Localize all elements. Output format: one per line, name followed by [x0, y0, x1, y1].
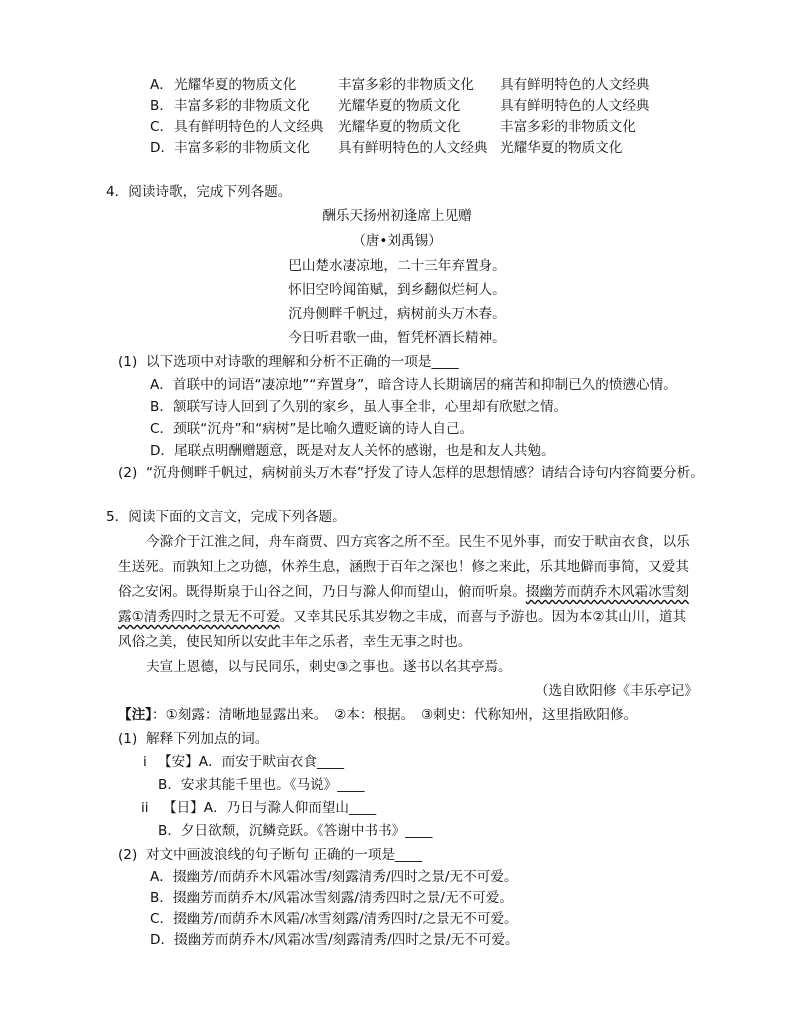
q3-option-b-col1: 丰富多彩的非物质文化 — [174, 98, 310, 114]
wavy-underlined-sentence-part-1: 掇幽芳而荫乔木风霜冰雪刻 — [525, 584, 689, 600]
poem-line-3: 沉舟侧畔千帆过，病树前头万木春。 — [288, 306, 506, 322]
q5-sub1-item-ii-a: 【日】A．乃日与滁人仰而望山____ — [163, 800, 377, 816]
passage-line-3 — [118, 582, 689, 602]
passage-line-4 — [118, 607, 686, 627]
q4-sub1-prompt: 以下选项中对诗歌的理解和分析不正确的一项是____ — [146, 354, 459, 370]
q5-sub2-prompt: 对文中画波浪线的句子断句 正确的一项是____ — [146, 847, 423, 863]
q5-sub1-item-ii-number: ii — [141, 800, 149, 816]
q5-sub2-option-c: C．掇幽芳/而荫乔木风霜/冰雪刻露/清秀四时/之景无不可爱。 — [150, 911, 518, 927]
poem-line-1: 巴山楚水凄凉地，二十三年弃置身。 — [288, 258, 506, 274]
q3-option-b-col2: 光耀华夏的物质文化 — [338, 98, 461, 114]
q4-sub2-number: (2) — [118, 465, 138, 481]
q5-heading: 5．阅读下面的文言文，完成下列各题。 — [106, 509, 346, 525]
q5-sub2-option-a: A．掇幽芳/而荫乔木风霜冰雪/刻露清秀/四时之景/无不可爱。 — [150, 869, 518, 885]
q4-sub1-option-b: B．颔联写诗人回到了久别的家乡，虽人事全非，心里却有欣慰之情。 — [150, 399, 568, 415]
q3-option-a-col2: 丰富多彩的非物质文化 — [338, 77, 474, 93]
poem-author: （唐•刘禹锡） — [352, 233, 442, 249]
passage-paragraph-2: 夫宣上恩德，以与民同乐，刺史③之事也。遂书以名其亭焉。 — [146, 659, 512, 675]
passage-line-3-plain: 俗之安闲。既得斯泉于山谷之间，乃日与滁人仰而望山，俯而听泉。 — [118, 584, 526, 600]
q3-option-c-col3: 丰富多彩的非物质文化 — [500, 119, 636, 135]
poem-line-4: 今日听君歌一曲，暂凭杯酒长精神。 — [288, 330, 506, 346]
q3-option-a-label: A． — [150, 77, 173, 93]
q5-sub1-number: (1) — [118, 731, 138, 747]
q3-option-a-col3: 具有鲜明特色的人文经典 — [500, 77, 650, 93]
notes-text: ：①刻露：清晰地显露出来。 ②本：根据。 ③刺史：代称知州，这里指欧阳修。 — [151, 707, 638, 723]
q4-heading: 4．阅读诗歌，完成下列各题。 — [106, 184, 292, 200]
q3-option-a-col1: 光耀华夏的物质文化 — [174, 77, 297, 93]
q3-option-c-label: C． — [150, 119, 174, 135]
passage-line-1: 今滁介于江淮之间，舟车商贾、四方宾客之所不至。民生不见外事，而安于畎亩衣食，以乐 — [146, 534, 690, 550]
q5-sub2-option-d: D．掇幽芳而荫乔木/风霜冰雪/刻露清秀/四时之景/无不可爱。 — [150, 932, 519, 948]
q3-option-b-label: B． — [150, 98, 173, 114]
passage-line-2: 生送死。而孰知上之功德，休养生息，涵煦于百年之深也！修之来此，乐其地僻而事简，又爱其 — [118, 559, 689, 575]
q4-sub1-option-c: C．颈联“沉舟”和“病树”是比喻久遭贬谪的诗人自己。 — [150, 421, 474, 437]
q3-option-c-col2: 光耀华夏的物质文化 — [338, 119, 461, 135]
q5-sub2-number: (2) — [118, 847, 138, 863]
q5-sub1-prompt: 解释下列加点的词。 — [146, 731, 269, 747]
q4-sub1-number: (1) — [118, 354, 138, 370]
q4-sub2-prompt: “沉舟侧畔千帆过，病树前头万木春”抒发了诗人怎样的思想情感？请结合诗句内容简要分析。 — [146, 465, 704, 481]
passage-source: （选自欧阳修《丰乐亭记》 — [534, 683, 698, 699]
q5-sub2-option-b: B．掇幽芳而荫乔木/风霜冰雪刻露/清秀四时之景/无不可爱。 — [150, 890, 513, 906]
q4-sub1-option-a: A．首联中的词语“凄凉地”“弃置身”，暗含诗人长期谪居的痛苦和抑制已久的愤懑心情。 — [150, 377, 677, 393]
passage-line-4-plain: 。又幸其民乐其岁物之丰成，而喜与予游也。因为本②其山川，道其 — [279, 609, 687, 625]
q3-option-d-col3: 光耀华夏的物质文化 — [500, 140, 623, 156]
q3-option-c-col1: 具有鲜明特色的人文经典 — [174, 119, 324, 135]
q4-sub1-option-d: D．尾联点明酬赠题意，既是对友人关怀的感谢，也是和友人共勉。 — [150, 443, 555, 459]
q5-sub1-item-i-b: B．安求其能千里也。《马说》____ — [158, 777, 365, 793]
q3-option-d-col1: 丰富多彩的非物质文化 — [174, 140, 310, 156]
notes-line — [118, 705, 637, 725]
q5-sub1-item-i-number: i — [143, 754, 147, 770]
q3-option-d-col2: 具有鲜明特色的人文经典 — [338, 140, 488, 156]
poem-line-2: 怀旧空吟闻笛赋，到乡翻似烂柯人。 — [288, 282, 506, 298]
passage-line-5: 风俗之美，使民知所以安此丰年之乐者，幸生无事之时也。 — [118, 634, 472, 650]
poem-title: 酬乐天扬州初逢席上见赠 — [322, 208, 472, 224]
q3-option-b-col3: 具有鲜明特色的人文经典 — [500, 98, 650, 114]
q5-sub1-item-i-a: 【安】A．而安于畎亩衣食____ — [158, 754, 345, 770]
wavy-underlined-sentence-part-2: 露①清秀四时之景无不可爱 — [118, 609, 280, 625]
notes-label: 【注】 — [118, 707, 152, 723]
q5-sub1-item-ii-b: B．夕日欲颓，沉鳞竞跃。《答谢中书书》____ — [158, 823, 433, 839]
q3-option-d-label: D． — [150, 140, 175, 156]
